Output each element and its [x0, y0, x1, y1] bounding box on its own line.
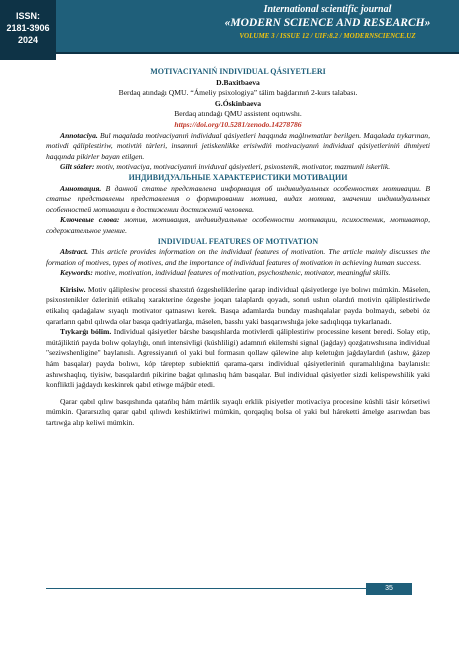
author-1-affiliation: Berdaq atındaǵı QMU. “Ámeliy psixologiya” tálim baǵdarınıń 2-kurs talabası. — [118, 88, 358, 98]
keywords-kaa — [46, 162, 430, 173]
doi-link[interactable]: https://doi.org/10.5281/zenodo.14278786 — [174, 119, 302, 129]
keywords-ru-label: Ключевые слова: — [60, 215, 120, 225]
decision-paragraph: Qarar qabıl qılıw basqıshında qatańlıq hám mártlik sıyaqlı erklik pisiyetler motivaciya procesine kúshli tásir kórsetiwi múmkin. Qararsızlıq qarar qabıl qılıwdı keshiktiriwi múmkin, qorqaqlıq bolsa ol yaki bul háreketti ámelge asırıwdan bas tartıwǵa alıp keliwi múmkin. — [46, 396, 430, 427]
annotation-kaa-text: Bul maqalada motivaciyanıń individual qásiyetleri haqqında maǵlıwmatlar berilgen. Maqalada tıykarınan, motivdi qáliplestiriw, motivtiń túrleri, insannıń jetiskenlikke erisiwdiń motivaciyanıń individual qásiyetleriniń áhmiyeti haqqında pikirler bayan etilgen. — [46, 130, 430, 161]
keywords-en — [46, 268, 430, 279]
article-body — [46, 67, 430, 429]
main-part-paragraph — [46, 327, 430, 391]
keywords-kaa-label: Gilt sózler: — [60, 162, 95, 172]
introduction-label: Kirisiw. — [60, 284, 86, 294]
article-title: MOTIVACIYANIŃ INDIVIDUAL QÁSIYETLERI — [150, 67, 326, 76]
issn-year: 2024 — [17, 35, 39, 45]
issn-value: 2181-3906 — [6, 23, 50, 33]
main-part-text: Individual qásiyetler bárshe basqıshlarda motivlerdi qáliplestiriw processine kesent beredi. Solay etip, mútájliktiń payda bolıw qolaylıǵı, onıń intensivligi (kúshliligi) adamnıń ekilemshi signal (jaǵday) qozǵatıwshısına individual "seziwshenligine" baylanıslı. Agressiyanıń ol yaki bul formasın qollaw qálewine alıp keletuǵın jaǵdaylardıń (ashıw, ǵázep hám basqalar) payda bolıwı, kóp táreptep subiekttiń qarama-qarsı individual qásiyetleriniń quramalılıǵına baylanıslı: ashıwshaqlıq, tiyisiw, basqalardıń pikirine baǵat qılınaslıq hám basqalar. Bul individual qásiyetler sizdi kelispewshilik yaki konfliktli jaǵdaydı keskinrek qabıl etiwge májbúr etedi. — [46, 327, 431, 390]
journal-type: International scientific journal — [263, 4, 392, 15]
article-title-ru: ИНДИВИДУАЛЬНЫЕ ХАРАКТЕРИСТИКИ МОТИВАЦИИ — [128, 172, 348, 182]
keywords-ru-text: мотив, мотивация, индивидуальные особенности мотивации, психостеник, мотиватор, содержательное умение. — [46, 215, 430, 235]
introduction-paragraph — [46, 285, 430, 327]
journal-title-block — [200, 3, 455, 41]
keywords-ru — [46, 215, 430, 236]
header-divider — [56, 52, 459, 54]
annotation-ru-text: В данной статье представлена информация об индивидуальных особенностях мотивации. В статье представлены представления о формировании мотива, видах мотива, значении индивидуальных особенностей мотивации в достижении достижений человека. — [46, 183, 430, 214]
journal-name: «MODERN SCIENCE AND RESEARCH» — [224, 17, 431, 29]
abstract-en — [46, 247, 430, 268]
article-title-en: INDIVIDUAL FEATURES OF MOTIVATION — [157, 236, 319, 246]
page-number: 35 — [366, 583, 412, 595]
annotation-ru — [46, 184, 430, 216]
keywords-en-label: Keywords: — [60, 268, 93, 278]
issn-label: ISSN: — [15, 11, 40, 21]
author-2-name: G.Óskinbaeva — [214, 98, 262, 108]
annotation-kaa-label: Annotaciya. — [60, 130, 98, 140]
keywords-en-text: motive, motivation, individual features of motivation, psychosthenic, motivator, meaningful skills. — [94, 268, 391, 278]
abstract-en-text: This article provides information on the individual features of motivation. The article mainly discusses the formation of motives, types of motives, and the importance of individual features of motivation in achieving human success. — [46, 247, 430, 267]
keywords-kaa-text: motiv, motivaciya, motivaciyanıń inviduval qásiyetleri, psixostenik, motivator, mazmunli iskerlik. — [96, 162, 391, 172]
abstract-en-label: Abstract. — [60, 247, 89, 257]
introduction-text: Motiv qáliplesiw processi shaxstıń ózgeshelikleri̇ne qarap individual qásiyetlerge iye bolıwı múmkin. Máselen, psixostenikler ózleriniń etikalıq xarakterine ózgeshe joqarı talaplardı qoyadı, sonıń ushın olardıń motivin qáliplestiriwde etikalıq qadaǵalaw sıyaqlı motivator qatnasıwı kerek. Basqa adamlarda bunday mashqalalar payda bolmaydı, sebebi óz qararların qabıl qılıwda olar basqa qadriyatlarǵa, máselen, basshı yaki basqarıwshıǵa jeke sadıqlıqqa tıykarlanadı. — [46, 284, 431, 326]
footer-divider — [46, 588, 366, 589]
author-2-affiliation: Berdaq atındaǵı QMU assistent oqıtıwshı. — [174, 109, 302, 119]
journal-volume: VOLUME 3 / ISSUE 12 / UIF:8.2 / MODERNSCIENCE.UZ — [239, 32, 416, 40]
annotation-kaa — [46, 131, 430, 163]
annotation-ru-label: Аннотация. — [60, 183, 102, 193]
issn-badge — [0, 0, 56, 60]
author-1-name: D.Baxitbaeva — [216, 77, 260, 87]
main-part-label: Tıykarǵı bólim. — [60, 327, 112, 337]
